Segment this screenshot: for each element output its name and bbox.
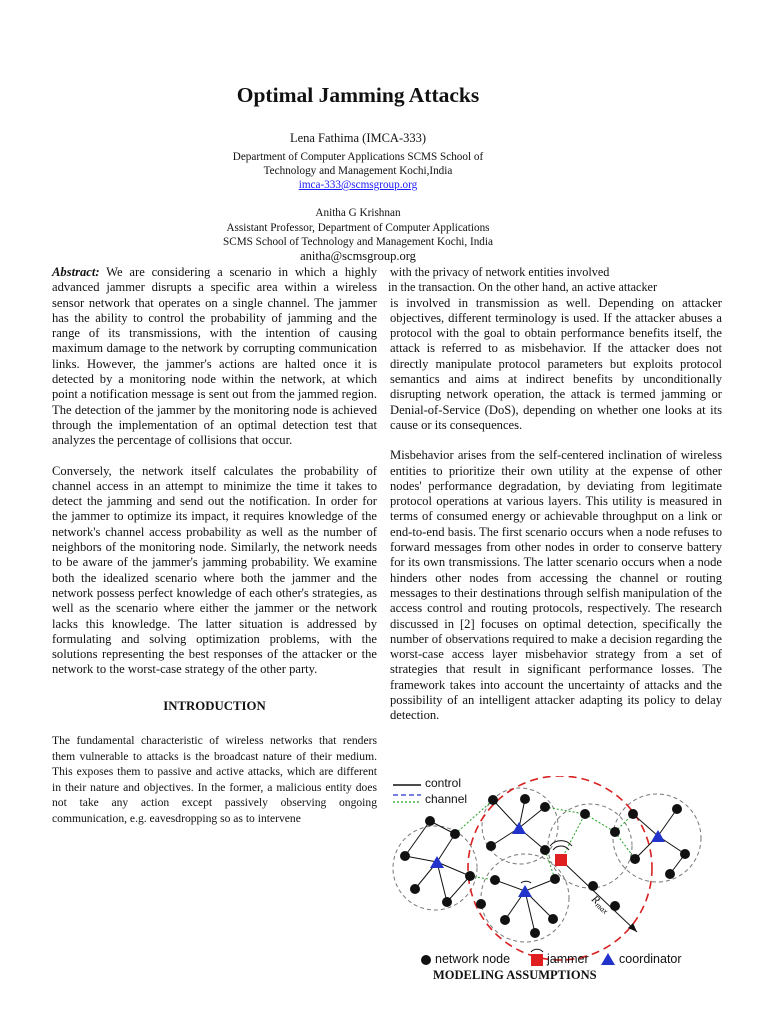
abstract-label: Abstract: (52, 265, 100, 279)
legend-channel-label: channel (425, 792, 468, 806)
author1-email-link[interactable]: imca-333@scmsgroup.org (298, 179, 418, 191)
legend-node-icon (421, 955, 431, 965)
network-node (400, 851, 410, 861)
rmax-label: Rmax (589, 893, 610, 916)
network-nodes (400, 794, 690, 938)
author1-name: Lena Fathima (IMCA-333) (289, 131, 427, 145)
coordinator-signal-icon (521, 881, 531, 883)
network-node (540, 802, 550, 812)
network-node (665, 869, 675, 879)
coordinator-triangle (518, 885, 532, 897)
intro-paragraph-1: The fundamental characteristic of wireless networks that renders them vulnerable to attacks is the broadcast nature of their medium. This exposes them to passive and active attacks, which are different in their nature and objectives. In the former, a malicious entity does not take any action except passively observing ongoing communication, e.g. eavesdropping so as to intervene (52, 734, 377, 825)
paper-title: Optimal Jamming Attacks (236, 83, 480, 107)
left-column (52, 265, 377, 826)
right-paragraph-1: is involved in transmission as well. Depending on attacker objectives, different terminology is used. If the attacker abuses a protocol with the goal to obtain performance benefits itself, the attack is referred to as misbehavior. If the attacker does not directly manipulate protocol parameters but exploits protocol semantics and aims at indirect benefits by unconditionally disrupting network operation, the attack is termed jamming or Denial-of-Service (DoS), depending on whether one looks at its cause or its consequences. (390, 295, 722, 432)
network-node (486, 841, 496, 851)
network-node (580, 809, 590, 819)
network-node (425, 816, 435, 826)
author2-affiliation-line2: SCMS School of Technology and Management Kochi, India (223, 236, 493, 248)
network-node (610, 901, 620, 911)
network-node (530, 928, 540, 938)
network-node (540, 845, 550, 855)
network-node (548, 914, 558, 924)
author2-affiliation-line1: Assistant Professor, Department of Computer Applications (226, 222, 490, 234)
author1-affiliation-line2: Technology and Management Kochi,India (263, 165, 453, 177)
network-node (476, 899, 486, 909)
cluster-range-middle (481, 854, 569, 942)
network-node (450, 829, 460, 839)
legend-coordinator-icon (601, 953, 615, 965)
network-node (488, 795, 498, 805)
right-column (390, 265, 722, 724)
network-node (442, 897, 452, 907)
author1-affiliation-line1: Department of Computer Applications SCMS School of (232, 151, 484, 163)
legend-jammer-label: jammer (547, 952, 589, 966)
control-links (405, 799, 685, 933)
legend-jammer-icon (531, 954, 543, 966)
network-node (500, 915, 510, 925)
legend-coordinator-label: coordinator (619, 952, 682, 966)
network-node (680, 849, 690, 859)
jammer-square (555, 854, 567, 866)
abstract-text-1: We are considering a scenario in which a highly advanced jammer disrupts a specific area within a wireless sensor network that operates on a single channel. The jammer has the ability to control the probability of jamming and the range of its transmissions, with the intention of causing maximum damage to the network by corrupting communication links. However, the jammer's actions are halted once it is detected by a monitoring node within the network, at which point a notification message is sent out from the jammed region. The detection of the jammer by the monitoring node is achieved through the implementation of an optimal detection test that analyzes the percentage of collisions that occur. (52, 265, 378, 448)
right-line-2: in the transaction. On the other hand, an active attacker (388, 280, 658, 295)
right-paragraph-2: Misbehavior arises from the self-centered inclination of wireless entities to prioritize their own utility at the expense of other nodes' performance degradation, by deviating from legitimate protocol operations at various layers. This utility is measured in terms of consumed energy or achievable throughput on a link or end-to-end basis. The first scenario occurs when a node refuses to forward messages from other nodes in order to conserve battery for its own transmissions. The latter scenario occurs when a node hinders other nodes from accessing the channel or routing messages to their destinations through selfish manipulation of the access control and routing protocols, respectively. The research discussed in [2] focuses on optimal detection, specifically the number of observations required to make a decision regarding the worst-case access layer misbehavior strategy from a set of strategies that result in significant performance losses. The framework takes into account the uncertainty of attacks and the possibility of an intelligent attacker adapting its policy to delay detection. (390, 448, 722, 723)
coordinators (430, 822, 665, 897)
network-node (465, 871, 475, 881)
right-line-1: with the privacy of network entities involved (390, 265, 610, 279)
network-node (630, 854, 640, 864)
network-node (490, 875, 500, 885)
network-node (550, 874, 560, 884)
legend-control-label: control (425, 776, 462, 790)
network-node (520, 794, 530, 804)
coordinator-triangle (430, 856, 444, 868)
abstract-paragraph-2: Conversely, the network itself calculates the probability of channel access in an attempt to minimize the time it takes to detect the jamming and send out the notification. In order for the jammer to optimize its impact, it requires knowledge of the network's channel access probability as well as the number of neighbors of the monitoring node. Similarly, the network needs to be aware of the jammer's jamming probability. We examine both the idealized scenario where both the jammer and the network possess perfect knowledge of each other's strategies, as well as the scenario where either the jammer or the network lacks this knowledge. The latter situation is addressed by formulating and solving optimization problems, with the solutions representing the best responses of the attacker or the network to the worst-case strategy of the other party. (52, 463, 377, 677)
introduction-heading: INTRODUCTION (163, 698, 266, 713)
network-node (628, 809, 638, 819)
author2-email: anitha@scmsgroup.org (300, 249, 416, 263)
figure-caption: MODELING ASSUMPTIONS (433, 968, 597, 982)
network-node (410, 884, 420, 894)
abstract-paragraph-1 (52, 265, 377, 449)
legend-node-label: network node (435, 952, 511, 966)
network-node (672, 804, 682, 814)
network-node (610, 827, 620, 837)
network-node (588, 881, 598, 891)
author2-name: Anitha G Krishnan (315, 207, 401, 219)
